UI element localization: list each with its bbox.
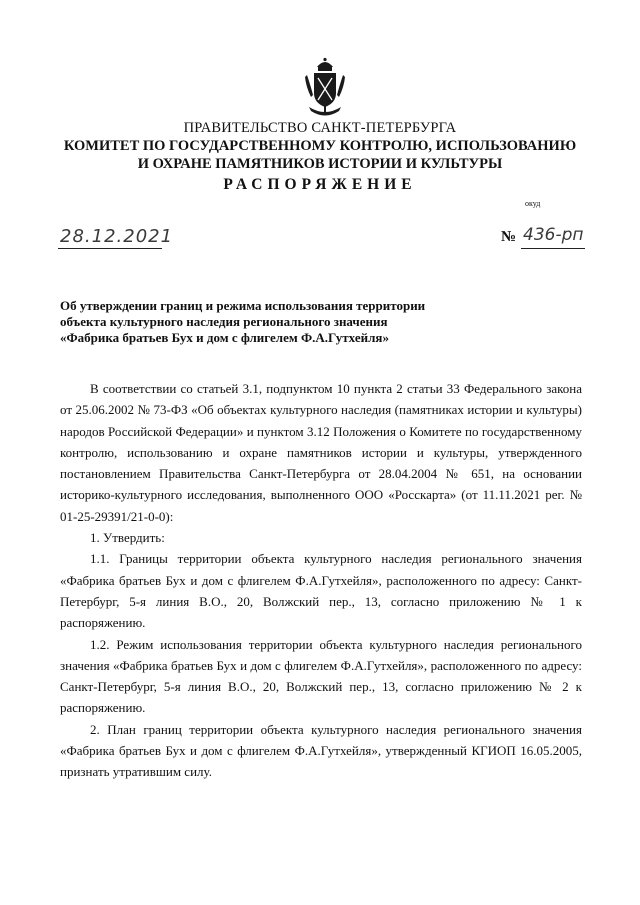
preamble-paragraph: В соответствии со статьей 3.1, подпунктом 10 пункта 2 статьи 33 Федерального закона от 25.06.2002 № 73-ФЗ «Об объектах культурного наследия (памятниках истории и культуры) народов Российской Федерации» и пунктом 3.12 Положения о Комитете по государственному контролю, использованию и охране памятников истории и культуры, утвержденного постановлением Правительства Санкт-Петербурга от 28.04.2004 № 651, на основании историко-культурного исследования, выполненного ООО «Росскарта» (от 11.11.2021 рег. № 01-25-29391/21-0-0): <box>60 381 582 524</box>
document-subject <box>60 298 480 346</box>
item-1: 1. Утвердить: <box>90 530 165 546</box>
handwritten-number: 436-рп <box>523 225 584 245</box>
subject-line2: объекта культурного наследия регионального значения <box>60 314 388 329</box>
item-1-1: 1.1. Границы территории объекта культурного наследия регионального значения «Фабрика братьев Бух и дом с флигелем Ф.А.Гутхейля», расположенного по адресу: Санкт-Петербург, 5-я линия В.О., 20, Волжский пер., 13, согласно приложению № 1 к распоряжению. <box>60 551 582 631</box>
coat-of-arms-emblem <box>303 57 347 121</box>
committee-title-line1: КОМИТЕТ ПО ГОСУДАРСТВЕННОМУ КОНТРОЛЮ, ИСПОЛЬЗОВАНИЮ <box>63 138 577 154</box>
subject-line1: Об утверждении границ и режима использования территории <box>60 298 426 313</box>
number-underline <box>521 248 585 249</box>
item-2: 2. План границ территории объекта культурного наследия регионального значения «Фабрика братьев Бух и дом с флигелем Ф.А.Гутхейля», утвержденный КГИОП 16.05.2005, признать утратившим силу. <box>60 721 582 780</box>
government-title: ПРАВИТЕЛЬСТВО САНКТ-ПЕТЕРБУРГА <box>183 120 457 136</box>
number-sign: № <box>501 229 517 245</box>
subject-line3: «Фабрика братьев Бух и дом с флигелем Ф.А.Гутхейля» <box>60 330 389 345</box>
document-body <box>60 378 582 783</box>
item-1-2: 1.2. Режим использования территории объекта культурного наследия регионального значения «Фабрика братьев Бух и дом с флигелем Ф.А.Гутхейля», расположенного по адресу: Санкт-Петербург, 5-я линия В.О., 20, Волжский пер., 13, согласно приложению № 2 к распоряжению. <box>60 636 582 716</box>
okud-label: окуд <box>525 199 541 208</box>
document-type: РАСПОРЯЖЕНИЕ <box>223 176 417 193</box>
committee-title-line2: И ОХРАНЕ ПАМЯТНИКОВ ИСТОРИИ И КУЛЬТУРЫ <box>137 156 503 172</box>
handwritten-date: 28.12.2021 <box>60 226 174 247</box>
date-underline <box>58 248 162 249</box>
committee-title <box>0 137 640 173</box>
